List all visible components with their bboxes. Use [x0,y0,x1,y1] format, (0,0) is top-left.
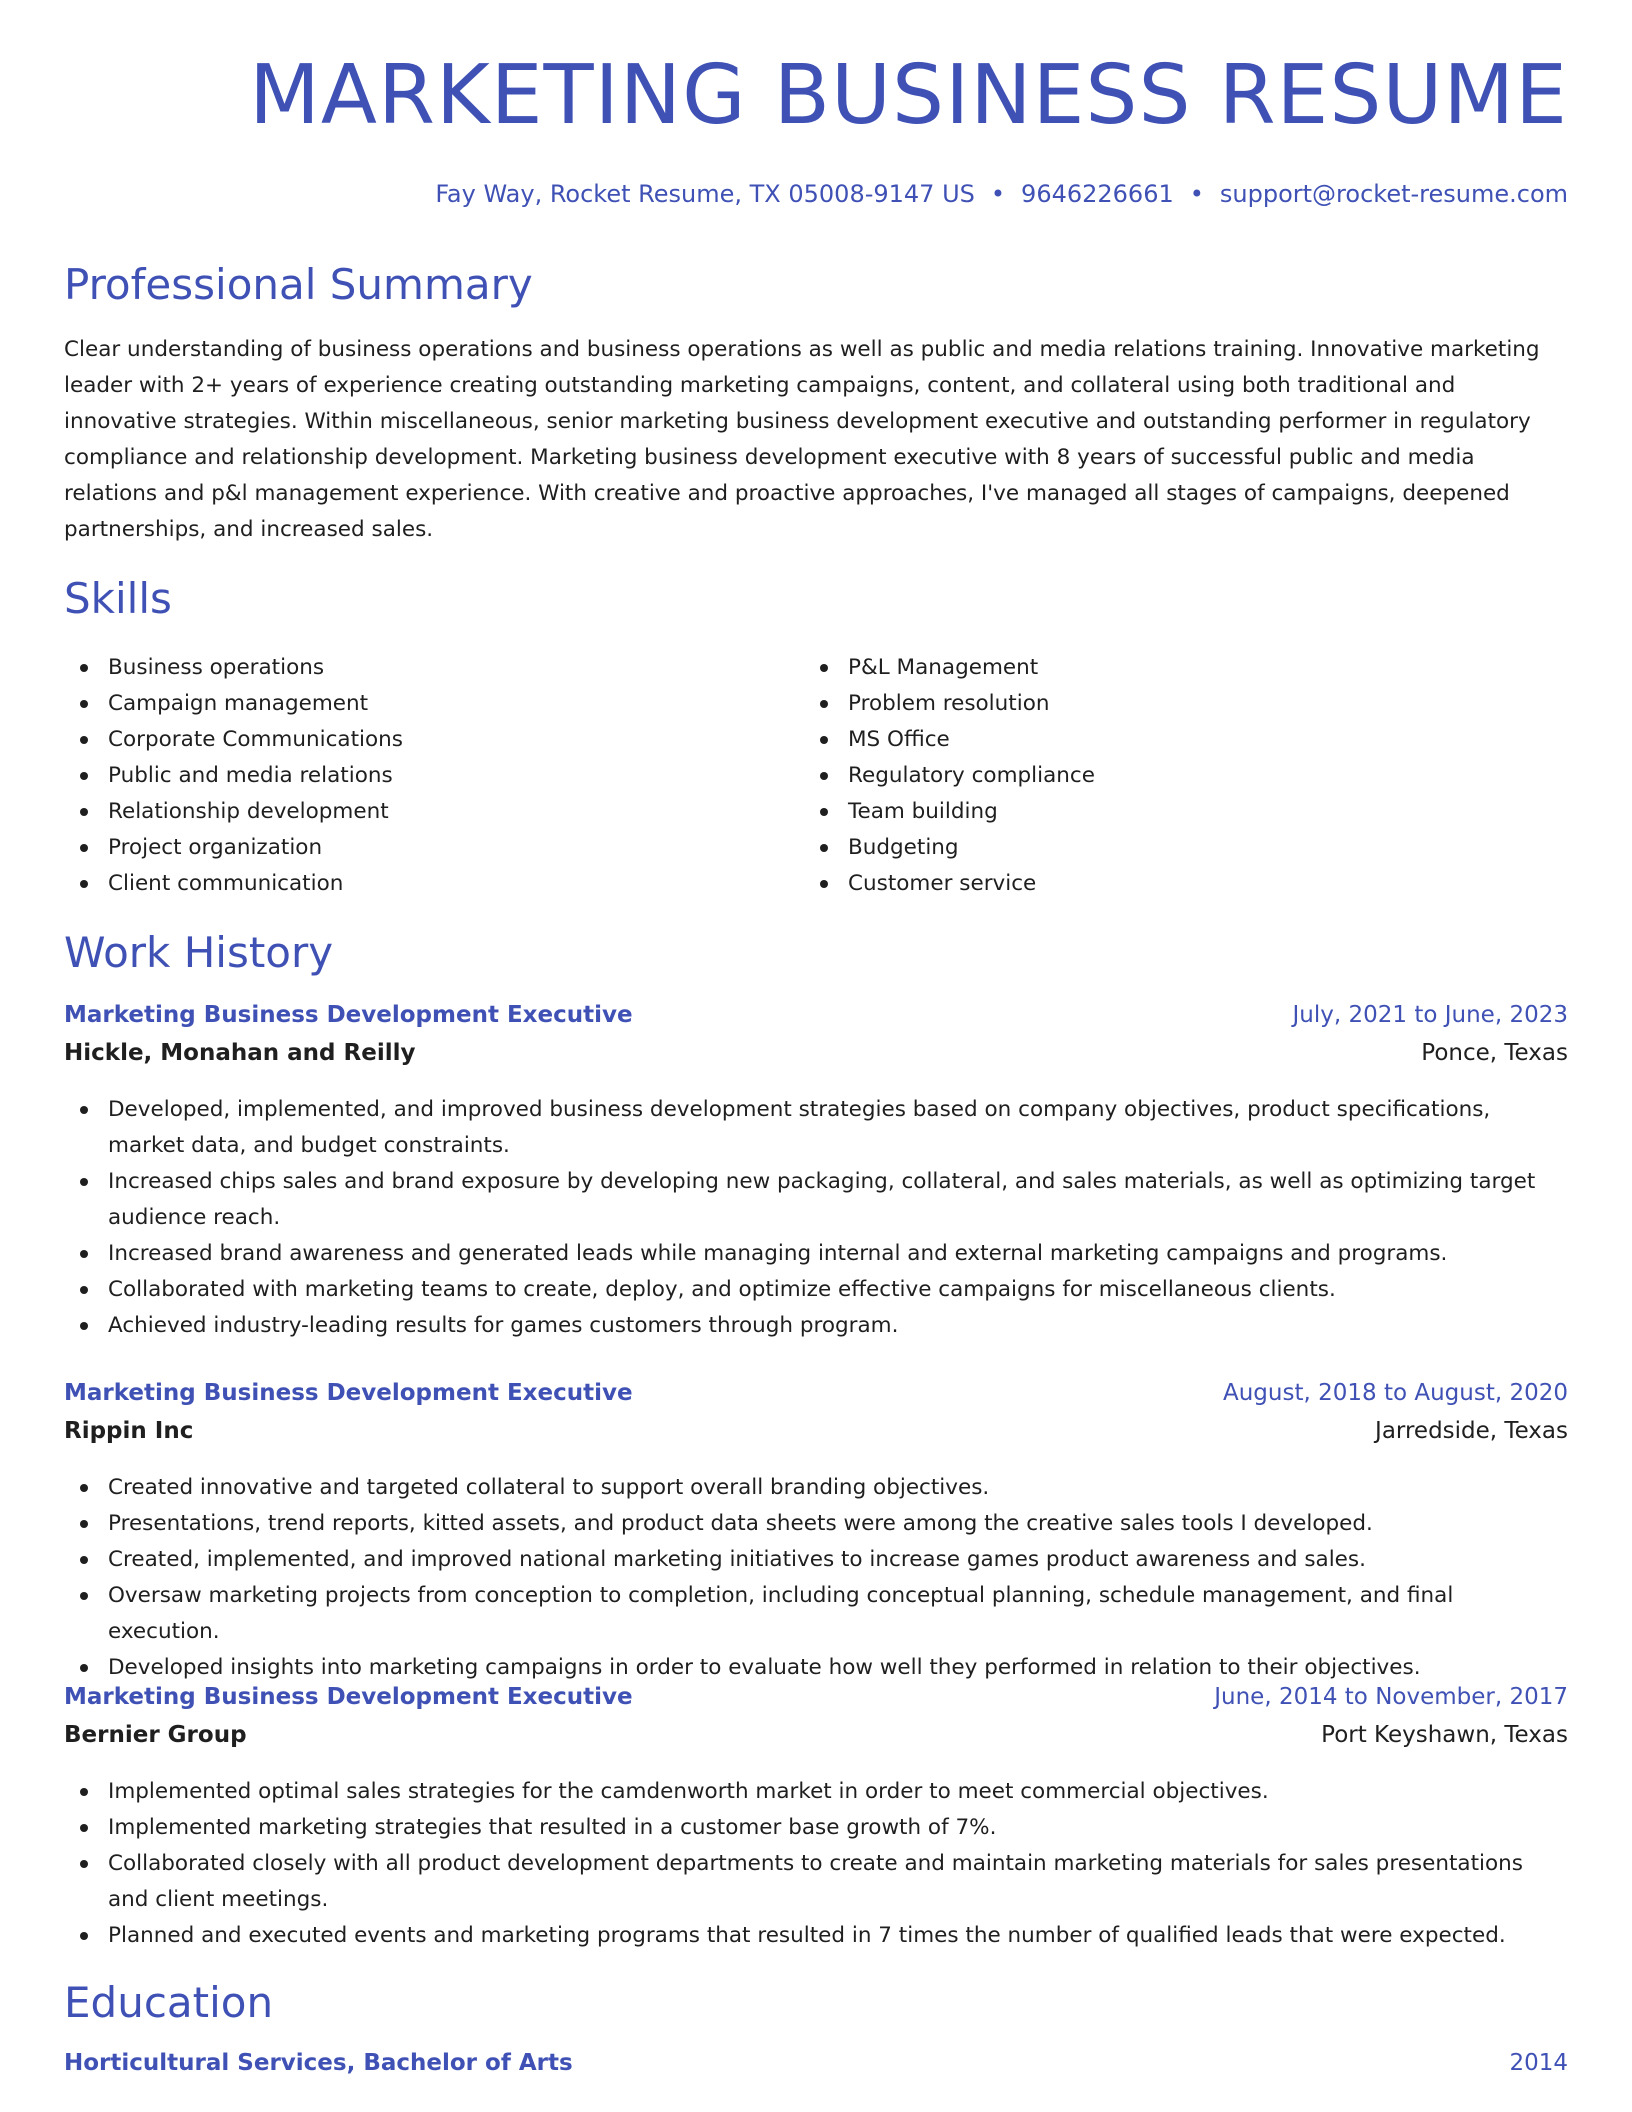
skill-item: Customer service [804,866,1095,902]
job-bullet: Developed, implemented, and improved business development strategies based on company objectives, product specifications, market data, and budget constraints. [64,1092,1564,1164]
skill-item: Public and media relations [64,758,403,794]
contact-line [435,180,1568,208]
job-company: Rippin Inc [64,1418,194,1444]
job-subheader [64,1040,1568,1066]
job-bullet: Created innovative and targeted collateral to support overall branding objectives. [64,1470,1564,1506]
skill-item: Relationship development [64,794,403,830]
job-bullet: Presentations, trend reports, kitted assets, and product data sheets were among the creative sales tools I developed. [64,1506,1564,1542]
job-title: Marketing Business Development Executive [64,1380,633,1406]
job-title: Marketing Business Development Executive [64,1684,633,1710]
summary-text: Clear understanding of business operations and business operations as well as public and media relations training. Innovative marketing leader with 2+ years of experience creating outstanding marketing campaigns, content, and collateral using both traditional and innovative strategies. Within miscellaneous, senior marketing business development executive and outstanding performer in regulatory compliance and relationship development. Marketing business development executive with 8 years of successful public and media relations and p&l management experience. With creative and proactive approaches, I've managed all stages of campaigns, deepened partnerships, and increased sales. [64,337,1540,542]
job-bullet: Oversaw marketing projects from conception to completion, including conceptual planning, schedule management, and final execution. [64,1578,1564,1650]
job-bullet: Implemented marketing strategies that resulted in a customer base growth of 7%. [64,1810,1564,1846]
resume-title: MARKETING BUSINESS RESUME [249,48,1568,143]
skill-item: Client communication [64,866,403,902]
job-location: Port Keyshawn, Texas [1321,1722,1568,1748]
job-dates: July, 2021 to June, 2023 [1292,1002,1568,1028]
job-bullet: Developed insights into marketing campaigns in order to evaluate how well they performed in relation to their objectives. [64,1650,1564,1686]
work-history-heading: Work History [64,928,334,977]
contact-email: support@rocket-resume.com [1219,180,1568,208]
skill-item: Team building [804,794,1095,830]
skill-item: P&L Management [804,650,1095,686]
job-header [64,1002,1568,1028]
skills-list-left [64,650,403,902]
job-bullet: Planned and executed events and marketing programs that resulted in 7 times the number of qualified leads that were expected. [64,1918,1564,1954]
skill-item: Problem resolution [804,686,1095,722]
skill-item: MS Office [804,722,1095,758]
job-bullet: Implemented optimal sales strategies for the camdenworth market in order to meet commercial objectives. [64,1774,1564,1810]
education-degree: Horticultural Services, Bachelor of Arts [64,2050,573,2076]
skill-item: Campaign management [64,686,403,722]
contact-phone: 9646226661 [1021,180,1174,208]
job-bullet: Collaborated with marketing teams to create, deploy, and optimize effective campaigns for miscellaneous clients. [64,1272,1564,1308]
contact-separator: • [1189,180,1204,208]
job-dates: August, 2018 to August, 2020 [1223,1380,1568,1406]
job-bullets [64,1092,1564,1344]
job-dates: June, 2014 to November, 2017 [1214,1684,1568,1710]
job-bullet: Increased chips sales and brand exposure by developing new packaging, collateral, and sales materials, as well as optimizing target audience reach. [64,1164,1564,1236]
job-bullet: Created, implemented, and improved national marketing initiatives to increase games product awareness and sales. [64,1542,1564,1578]
skill-item: Project organization [64,830,403,866]
education-entry [64,2050,1568,2076]
job-subheader [64,1722,1568,1748]
job-company: Hickle, Monahan and Reilly [64,1040,416,1066]
education-year: 2014 [1509,2050,1568,2076]
job-subheader [64,1418,1568,1444]
job-bullet: Achieved industry-leading results for games customers through program. [64,1308,1564,1344]
skill-item: Budgeting [804,830,1095,866]
contact-address: Fay Way, Rocket Resume, TX 05008-9147 US [435,180,975,208]
job-title: Marketing Business Development Executive [64,1002,633,1028]
skill-item: Corporate Communications [64,722,403,758]
job-bullets [64,1470,1564,1686]
job-bullet: Increased brand awareness and generated leads while managing internal and external marketing campaigns and programs. [64,1236,1564,1272]
job-location: Jarredside, Texas [1375,1418,1568,1444]
education-heading: Education [64,1978,274,2027]
skill-item: Business operations [64,650,403,686]
skills-list-right [804,650,1095,902]
skill-item: Regulatory compliance [804,758,1095,794]
job-company: Bernier Group [64,1722,247,1748]
job-bullets [64,1774,1564,1954]
contact-separator: • [990,180,1006,208]
job-header [64,1380,1568,1406]
job-location: Ponce, Texas [1421,1040,1568,1066]
job-bullet: Collaborated closely with all product development departments to create and maintain marketing materials for sales presentations and client meetings. [64,1846,1564,1918]
summary-heading: Professional Summary [64,260,533,309]
skills-heading: Skills [64,574,172,623]
job-header [64,1684,1568,1710]
